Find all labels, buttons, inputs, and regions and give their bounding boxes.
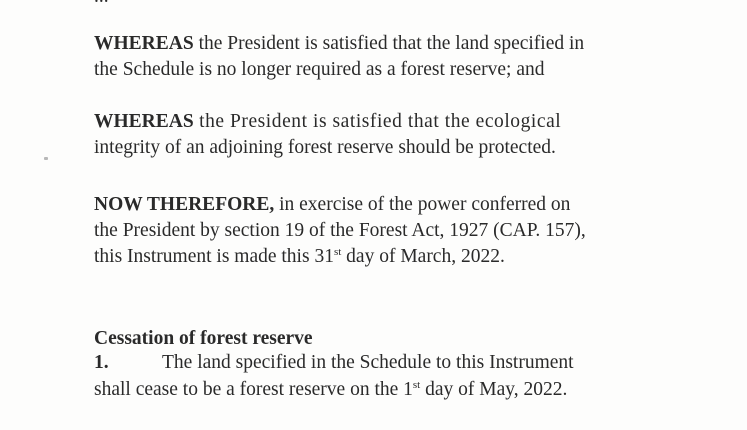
whereas-keyword: WHEREAS [94, 33, 194, 54]
paragraph-3-text-1: in exercise of the power conferred on [274, 194, 571, 215]
section-1-text-2a: shall cease to be a forest reserve on the 1 [94, 379, 413, 400]
now-therefore-keyword: NOW THEREFORE, [94, 194, 275, 215]
section-1-text-1: The land specified in the Schedule to this Instrument [162, 352, 574, 373]
section-1-line-1 [94, 351, 574, 375]
paragraph-3-line-2: the President by section 19 of the Forest Act, 1927 (CAP. 157), [94, 220, 586, 241]
paragraph-1-line-1 [94, 32, 584, 56]
section-1-line-2 [94, 378, 567, 402]
paragraph-3-text-3a: this Instrument is made this 31 [94, 246, 334, 267]
section-1-text-2b: day of May, 2022. [420, 379, 568, 400]
paragraph-1-text-1: the President is satisfied that the land specified in [193, 33, 585, 54]
paragraph-2-line-2: integrity of an adjoining forest reserve should be protected. [94, 137, 556, 158]
paragraph-3-text-3b: day of March, 2022. [341, 246, 505, 267]
whereas-keyword: WHEREAS [94, 111, 194, 132]
section-number: 1. [94, 352, 109, 373]
paragraph-3-line-1 [94, 193, 570, 217]
ordinal-suffix: st [412, 379, 421, 391]
paragraph-1-line-2: the Schedule is no longer required as a forest reserve; and [94, 59, 545, 80]
paragraph-2-text-1: the President is satisfied that the ecological [193, 111, 562, 132]
section-heading: Cessation of forest reserve [94, 328, 313, 349]
paragraph-3-line-3 [94, 245, 505, 269]
cut-off-text [94, 0, 109, 8]
paragraph-2-line-1 [94, 110, 561, 134]
scan-speck [44, 157, 48, 160]
ordinal-suffix: st [333, 246, 342, 258]
